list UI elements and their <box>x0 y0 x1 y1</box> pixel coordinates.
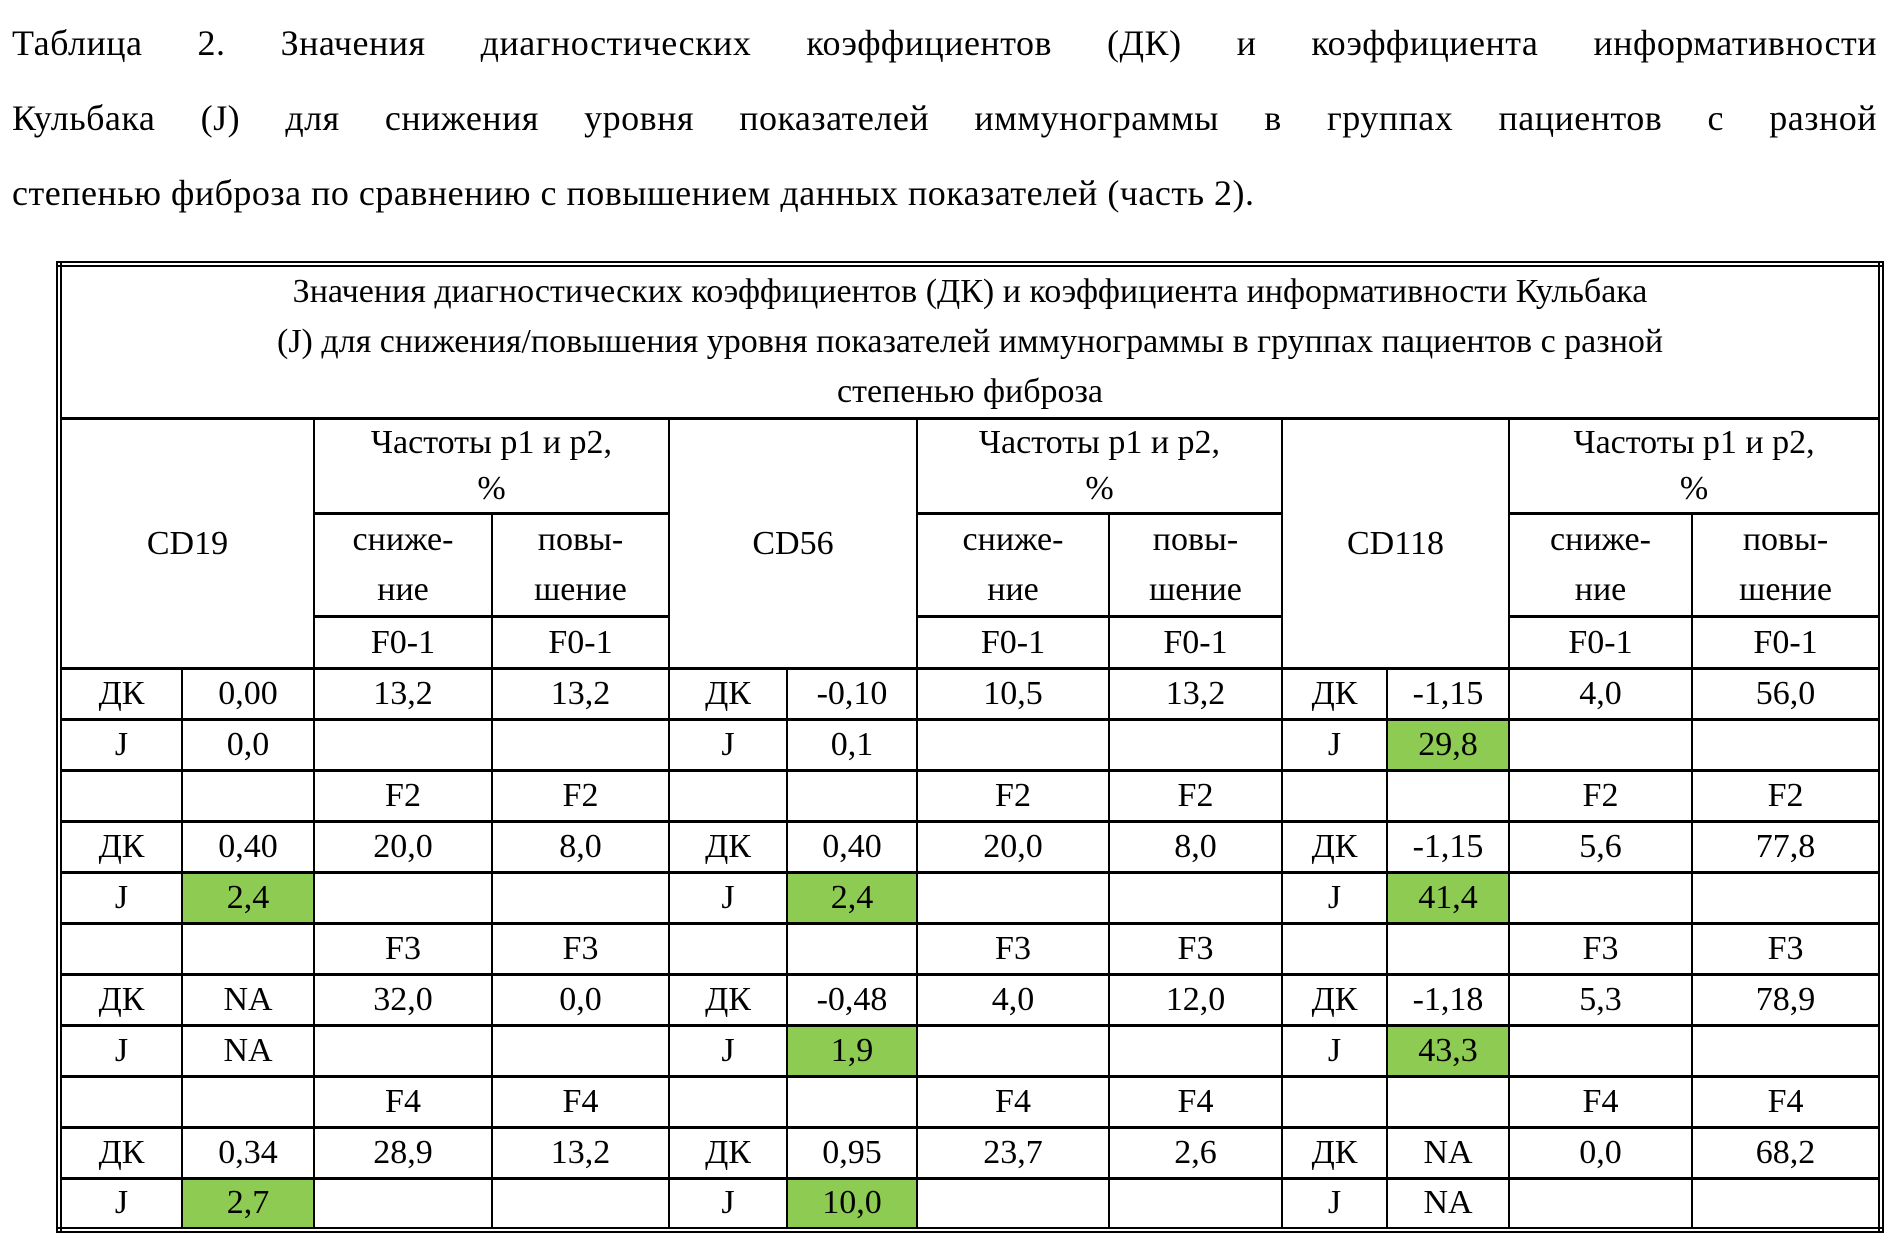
coefficient-label-cell: J <box>669 1026 787 1077</box>
empty-cell <box>1282 924 1387 975</box>
value-cell: 8,0 <box>1109 822 1282 873</box>
subcol-line: шение <box>1149 571 1242 608</box>
empty-cell <box>314 873 492 924</box>
stage-label-cell: F3 <box>314 924 492 975</box>
table-title-line: степенью фиброза <box>837 373 1104 410</box>
group-header-cd56: CD56 <box>669 419 917 669</box>
coefficient-label-cell: ДК <box>59 975 182 1026</box>
freq-header-line: Частоты p1 и p2, <box>978 424 1221 461</box>
value-cell: NA <box>182 975 314 1026</box>
stage-label-cell: F2 <box>1509 771 1692 822</box>
subcol-increase <box>492 514 669 617</box>
stage-header-f01: F0-1 <box>1109 617 1282 669</box>
stage-label-cell: F3 <box>1692 924 1881 975</box>
empty-cell <box>314 1179 492 1230</box>
empty-cell <box>492 720 669 771</box>
caption-line: степенью фиброза по сравнению с повышением данных показателей (часть 2). <box>12 173 1255 213</box>
empty-cell <box>1387 924 1509 975</box>
subcol-line: повы- <box>537 521 624 558</box>
stage-label-cell: F4 <box>1509 1077 1692 1128</box>
stage-label-cell: F4 <box>1109 1077 1282 1128</box>
empty-cell <box>669 924 787 975</box>
value-cell: 13,2 <box>314 669 492 720</box>
value-cell: -0,10 <box>787 669 917 720</box>
empty-cell <box>1282 771 1387 822</box>
subcol-increase <box>1109 514 1282 617</box>
coefficient-label-cell: J <box>1282 1026 1387 1077</box>
empty-cell <box>1109 720 1282 771</box>
subcol-line: шение <box>534 571 627 608</box>
stage-label-cell: F4 <box>1692 1077 1881 1128</box>
value-cell: 20,0 <box>917 822 1109 873</box>
empty-cell <box>1509 720 1692 771</box>
stage-header-f01: F0-1 <box>1509 617 1692 669</box>
caption-line: Кульбака (J) для снижения уровня показателей иммунограммы в группах пациентов с разной <box>12 98 1877 138</box>
stage-label-cell: F3 <box>1509 924 1692 975</box>
coefficient-label-cell: ДК <box>669 975 787 1026</box>
value-cell: 10,5 <box>917 669 1109 720</box>
empty-cell <box>917 720 1109 771</box>
coefficient-label-cell: J <box>59 873 182 924</box>
coefficient-label-cell: J <box>1282 873 1387 924</box>
value-cell: 0,00 <box>182 669 314 720</box>
stage-header-f01: F0-1 <box>1692 617 1881 669</box>
coefficient-label-cell: ДК <box>1282 822 1387 873</box>
empty-cell <box>59 924 182 975</box>
empty-cell <box>182 924 314 975</box>
highlighted-value-cell: 2,7 <box>182 1179 314 1230</box>
freq-header-line: % <box>1679 470 1709 507</box>
stage-label-cell: F3 <box>917 924 1109 975</box>
table-row <box>59 1026 1881 1077</box>
highlighted-value-cell: 1,9 <box>787 1026 917 1077</box>
value-cell: 0,34 <box>182 1128 314 1179</box>
table-title-row <box>59 264 1881 419</box>
coefficient-label-cell: ДК <box>669 822 787 873</box>
subcol-line: сниже- <box>1550 521 1651 558</box>
coefficient-label-cell: ДК <box>59 669 182 720</box>
empty-cell <box>492 1026 669 1077</box>
empty-cell <box>314 720 492 771</box>
coefficient-label-cell: ДК <box>59 1128 182 1179</box>
empty-cell <box>59 1077 182 1128</box>
empty-cell <box>787 1077 917 1128</box>
value-cell: 0,1 <box>787 720 917 771</box>
highlighted-value-cell: 41,4 <box>1387 873 1509 924</box>
subcol-line: повы- <box>1152 521 1239 558</box>
empty-cell <box>1692 873 1881 924</box>
group-header-cd118: CD118 <box>1282 419 1509 669</box>
value-cell: 68,2 <box>1692 1128 1881 1179</box>
empty-cell <box>669 1077 787 1128</box>
highlighted-value-cell: 29,8 <box>1387 720 1509 771</box>
caption-line: Таблица 2. Значения диагностических коэффициентов (ДК) и коэффициента информативности <box>12 23 1877 63</box>
value-cell: 2,6 <box>1109 1128 1282 1179</box>
empty-cell <box>917 1026 1109 1077</box>
coefficient-label-cell: J <box>669 873 787 924</box>
stage-label-cell: F3 <box>492 924 669 975</box>
empty-cell <box>1692 1179 1881 1230</box>
table-row <box>59 1128 1881 1179</box>
table-title-line: Значения диагностических коэффициентов (ДК) и коэффициента информативности Кульбака <box>292 273 1648 310</box>
freq-header-line: % <box>477 470 506 507</box>
table-row <box>59 771 1881 822</box>
coefficient-label-cell: J <box>1282 1179 1387 1230</box>
value-cell: 4,0 <box>917 975 1109 1026</box>
page <box>0 6 1889 1234</box>
stage-label-cell: F2 <box>1109 771 1282 822</box>
group-header-row <box>59 419 1881 514</box>
freq-header <box>917 419 1282 514</box>
table-row <box>59 1077 1881 1128</box>
empty-cell <box>669 771 787 822</box>
value-cell: 5,3 <box>1509 975 1692 1026</box>
value-cell: 78,9 <box>1692 975 1881 1026</box>
highlighted-value-cell: 2,4 <box>787 873 917 924</box>
table-caption <box>12 6 1877 231</box>
subcol-line: ние <box>987 571 1039 608</box>
empty-cell <box>787 924 917 975</box>
empty-cell <box>1509 1026 1692 1077</box>
highlighted-value-cell: 10,0 <box>787 1179 917 1230</box>
value-cell: 12,0 <box>1109 975 1282 1026</box>
value-cell: NA <box>1387 1128 1509 1179</box>
stage-header-f01: F0-1 <box>917 617 1109 669</box>
stage-label-cell: F2 <box>1692 771 1881 822</box>
coefficient-label-cell: J <box>669 720 787 771</box>
freq-header <box>314 419 669 514</box>
subcol-line: сниже- <box>352 521 454 558</box>
empty-cell <box>1387 1077 1509 1128</box>
empty-cell <box>1282 1077 1387 1128</box>
data-table <box>56 261 1884 1233</box>
value-cell: 77,8 <box>1692 822 1881 873</box>
subcol-decrease <box>917 514 1109 617</box>
highlighted-value-cell: 43,3 <box>1387 1026 1509 1077</box>
subcol-decrease <box>1509 514 1692 617</box>
value-cell: 4,0 <box>1509 669 1692 720</box>
table-row <box>59 975 1881 1026</box>
stage-label-cell: F3 <box>1109 924 1282 975</box>
value-cell: 0,0 <box>1509 1128 1692 1179</box>
empty-cell <box>1387 771 1509 822</box>
empty-cell <box>1509 873 1692 924</box>
empty-cell <box>492 1179 669 1230</box>
value-cell: 8,0 <box>492 822 669 873</box>
table-title <box>59 264 1881 419</box>
freq-header <box>1509 419 1881 514</box>
value-cell: 56,0 <box>1692 669 1881 720</box>
empty-cell <box>1109 1179 1282 1230</box>
empty-cell <box>787 771 917 822</box>
value-cell: 5,6 <box>1509 822 1692 873</box>
coefficient-label-cell: J <box>59 720 182 771</box>
value-cell: 23,7 <box>917 1128 1109 1179</box>
empty-cell <box>1692 720 1881 771</box>
value-cell: NA <box>182 1026 314 1077</box>
empty-cell <box>59 771 182 822</box>
table-row <box>59 924 1881 975</box>
value-cell: 20,0 <box>314 822 492 873</box>
subcol-decrease <box>314 514 492 617</box>
subcol-increase <box>1692 514 1881 617</box>
stage-label-cell: F2 <box>314 771 492 822</box>
coefficient-label-cell: ДК <box>1282 1128 1387 1179</box>
coefficient-label-cell: J <box>1282 720 1387 771</box>
group-header-cd19: CD19 <box>59 419 314 669</box>
subcol-line: сниже- <box>962 521 1064 558</box>
coefficient-label-cell: J <box>59 1026 182 1077</box>
subcol-line: шение <box>1739 571 1832 608</box>
empty-cell <box>917 1179 1109 1230</box>
value-cell: 0,40 <box>182 822 314 873</box>
value-cell: -1,15 <box>1387 822 1509 873</box>
value-cell: 13,2 <box>1109 669 1282 720</box>
coefficient-label-cell: J <box>669 1179 787 1230</box>
table-row <box>59 720 1881 771</box>
empty-cell <box>182 1077 314 1128</box>
stage-label-cell: F4 <box>917 1077 1109 1128</box>
value-cell: 0,40 <box>787 822 917 873</box>
value-cell: -1,15 <box>1387 669 1509 720</box>
value-cell: 0,0 <box>492 975 669 1026</box>
coefficient-label-cell: ДК <box>669 1128 787 1179</box>
empty-cell <box>1109 873 1282 924</box>
subcol-line: ние <box>1574 571 1627 608</box>
stage-label-cell: F2 <box>917 771 1109 822</box>
value-cell: NA <box>1387 1179 1509 1230</box>
stage-label-cell: F4 <box>492 1077 669 1128</box>
value-cell: -1,18 <box>1387 975 1509 1026</box>
highlighted-value-cell: 2,4 <box>182 873 314 924</box>
coefficient-label-cell: J <box>59 1179 182 1230</box>
empty-cell <box>314 1026 492 1077</box>
coefficient-label-cell: ДК <box>1282 975 1387 1026</box>
freq-header-line: Частоты p1 и p2, <box>370 424 613 461</box>
freq-header-line: Частоты p1 и p2, <box>1573 424 1815 461</box>
stage-header-f01: F0-1 <box>314 617 492 669</box>
table-body <box>59 669 1881 1230</box>
table-row <box>59 669 1881 720</box>
value-cell: -0,48 <box>787 975 917 1026</box>
empty-cell <box>182 771 314 822</box>
stage-header-f01: F0-1 <box>492 617 669 669</box>
empty-cell <box>492 873 669 924</box>
freq-header-line: % <box>1085 470 1114 507</box>
value-cell: 32,0 <box>314 975 492 1026</box>
coefficient-label-cell: ДК <box>669 669 787 720</box>
table-row <box>59 822 1881 873</box>
value-cell: 13,2 <box>492 1128 669 1179</box>
stage-label-cell: F4 <box>314 1077 492 1128</box>
value-cell: 28,9 <box>314 1128 492 1179</box>
value-cell: 0,95 <box>787 1128 917 1179</box>
empty-cell <box>1509 1179 1692 1230</box>
stage-label-cell: F2 <box>492 771 669 822</box>
stage-header-row <box>59 617 1881 669</box>
value-cell: 13,2 <box>492 669 669 720</box>
value-cell: 0,0 <box>182 720 314 771</box>
coefficient-label-cell: ДК <box>1282 669 1387 720</box>
subcol-line: повы- <box>1742 521 1829 558</box>
coefficient-label-cell: ДК <box>59 822 182 873</box>
subcol-line: ние <box>377 571 429 608</box>
table-row <box>59 1179 1881 1230</box>
table-title-line: (J) для снижения/повышения уровня показателей иммунограммы в группах пациентов с разной <box>277 323 1664 360</box>
empty-cell <box>917 873 1109 924</box>
subcolumn-header-row <box>59 514 1881 617</box>
empty-cell <box>1692 1026 1881 1077</box>
table-row <box>59 873 1881 924</box>
empty-cell <box>1109 1026 1282 1077</box>
